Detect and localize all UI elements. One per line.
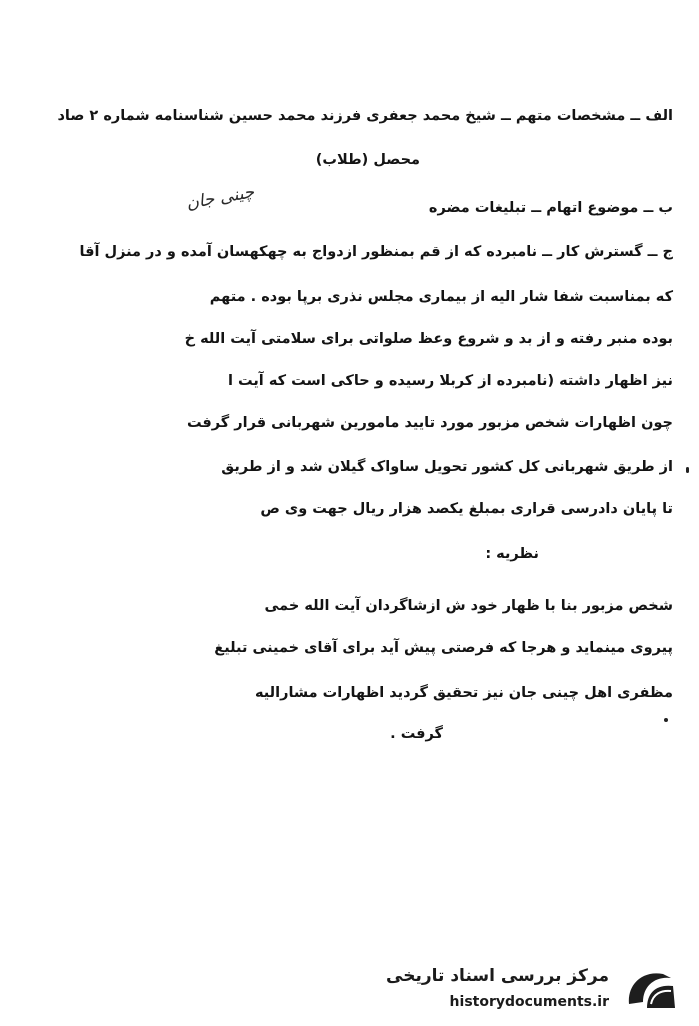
line-accused-details: الف ــ مشخصات متهم ــ شیخ محمد جعفری فرزند محمد حسین شناسنامه شماره ۲ صاد	[57, 108, 673, 124]
line-case-body-1: ج ــ گسترش کار ــ نامبرده که از قم بمنظور ازدواج به چهکهسان آمده و در منزل آقا	[79, 244, 673, 260]
handwritten-note: چینی جان	[185, 182, 257, 214]
stray-mark-dot	[664, 718, 668, 722]
line-case-body-3: بوده منبر رفته و از بد و شروع وعظ صلواتی برای سلامتی آیت الله خ	[184, 331, 673, 347]
archive-watermark	[386, 960, 689, 1020]
watermark-url: historydocuments.ir	[449, 994, 609, 1010]
line-case-body-6: از طریق شهربانی کل کشور تحویل ساواک گیلان شد و از طریق	[221, 459, 673, 475]
line-opinion-1: شخص مزبور بنا با ظهار خود ش ازشاگردان آیت الله خمی	[264, 598, 673, 614]
line-charge-subject: ب ــ موضوع اتهام ــ تبلیغات مضره	[428, 200, 673, 216]
archive-logo-icon	[621, 964, 679, 1016]
line-case-body-2: که بمناسبت شفا شار الیه از بیماری مجلس نذری برپا بوده . متهم	[209, 289, 673, 305]
line-opinion-4: گرفت .	[390, 726, 443, 742]
stray-mark-dot	[686, 467, 689, 473]
line-opinion-3: مظفری اهل چینی جان نیز تحقیق گردید اظهارات مشارالیه	[254, 685, 673, 701]
line-case-body-4: نیز اظهار داشته (نامبرده از کربلا رسیده و حاکی است که آیت ا	[227, 373, 673, 389]
watermark-title: مرکز بررسی اسناد تاریخی	[386, 966, 609, 986]
line-case-body-5: چون اظهارات شخص مزبور مورد تایید مامورین شهربانی قرار گرفت	[186, 415, 673, 431]
opinion-heading: نظریه :	[485, 546, 539, 562]
line-case-body-7: تا پایان دادرسی قراری بمبلغ یکصد هزار ریال جهت وی ص	[260, 501, 673, 517]
line-accused-occupation: محصل (طلاب)	[315, 152, 420, 168]
line-opinion-2: پیروی مینماید و هرجا که فرصتی پیش آید برای آقای خمینی تبلیغ	[214, 640, 673, 656]
